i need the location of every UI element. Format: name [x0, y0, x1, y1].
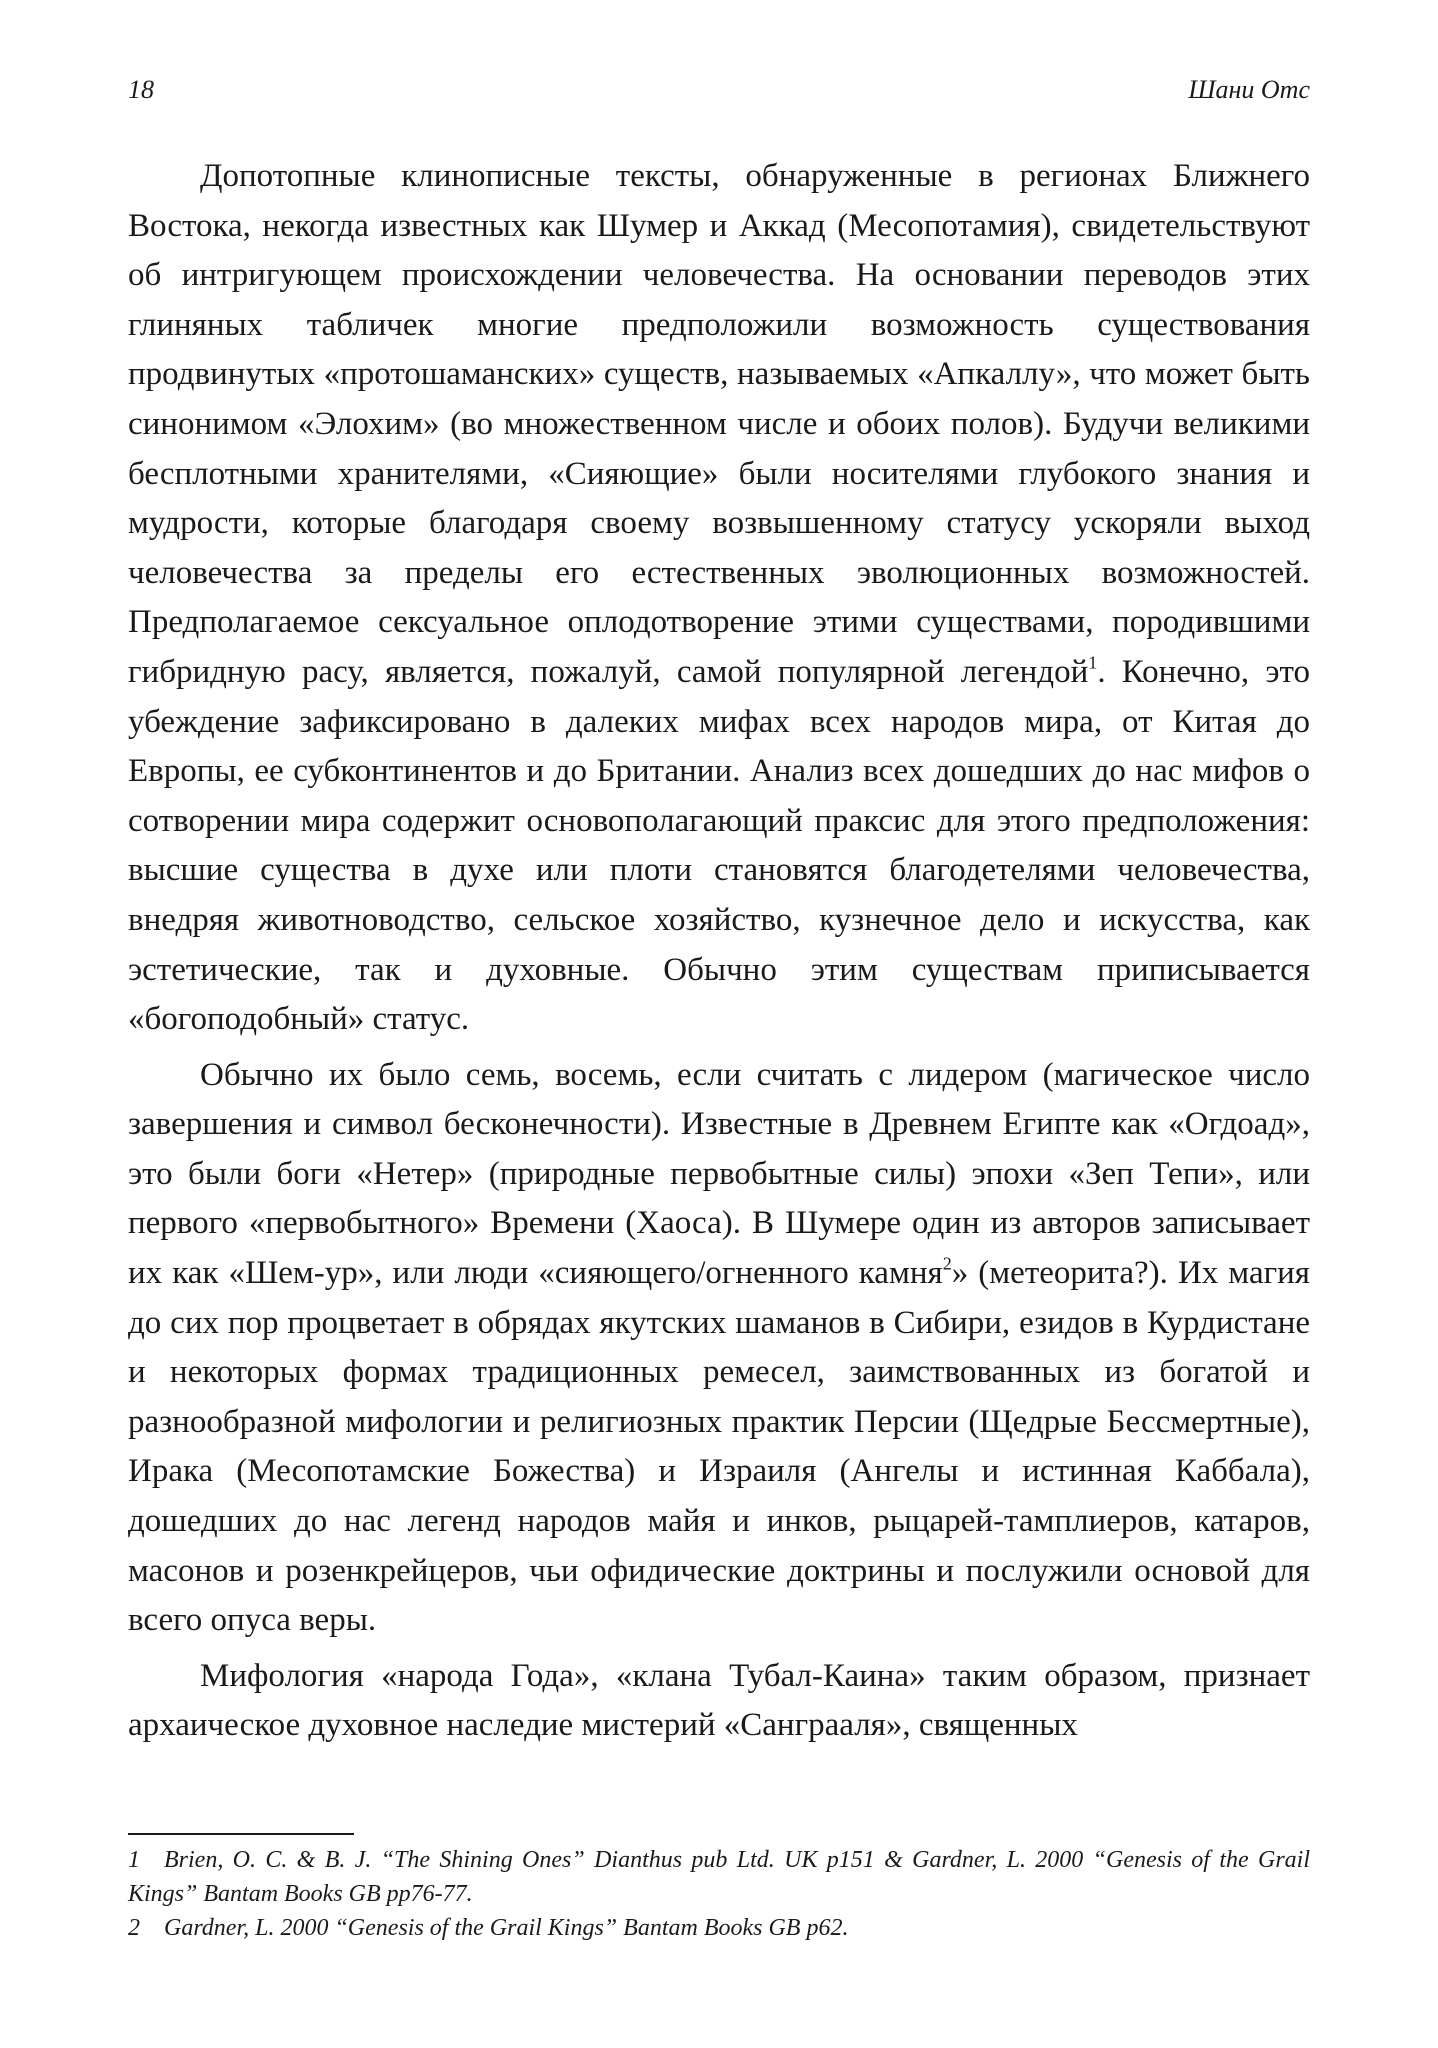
footnote-1	[128, 1843, 1310, 1911]
footnote-number: 1	[128, 1847, 140, 1873]
paragraph-1-text-a: Допотопные клинописные тексты, обнаруженные в регионах Ближнего Востока, некогда известных как Шумер и Аккад (Месопотамия), свидетельствуют об интригующем происхождении человечества. На основании переводов этих глиняных табличек многие предположили возможность существования продвинутых «протошаманских» существ, называемых «Апкаллу», что может быть синонимом «Элохим» (во множественном числе и обоих полов). Будучи великими бесплотными хранителями, «Сияющие» были носителями глубокого знания и мудрости, которые благодаря своему возвышенному статусу ускоряли выход человечества за пределы его естественных эволюционных возможностей. Предполагаемое сексуальное оплодотворение этими существами, породившими гибридную расу, является, пожалуй, самой популярной легендой	[128, 158, 1310, 690]
footnotes	[128, 1843, 1310, 1945]
paragraph-1	[128, 152, 1310, 1045]
footnote-number: 2	[128, 1915, 140, 1941]
paragraph-1-text-b: . Конечно, это убеждение зафиксировано в далеких мифах всех народов мира, от Китая до Европы, ее субконтинентов и до Британии. Анализ всех дошедших до нас мифов о сотворении мира содержит основополагающий праксис для этого предположения: высшие существа в духе или плоти становятся благодетелями человечества, внедряя животноводство, сельское хозяйство, кузнечное дело и искусства, как эстетические, так и духовные. Обычно этим существам приписывается «богоподобный» статус.	[128, 653, 1310, 1038]
running-head-author: Шани Отс	[1188, 75, 1310, 104]
paragraph-3: Мифология «народа Года», «клана Тубал-Каина» таким образом, признает архаическое духовное наследие мистерий «Санграаля», священных	[128, 1657, 1310, 1744]
page-number: 18	[128, 75, 154, 104]
footnote-divider	[128, 1833, 354, 1835]
footnote-text: Gardner, L. 2000 “Genesis of the Grail Kings” Bantam Books GB p62.	[164, 1915, 849, 1941]
paragraph-2-text-b: » (метеорита?). Их магия до сих пор процветает в обрядах якутских шаманов в Сибири, езидов в Курдистане и некоторых формах традиционных ремесел, заимствованных из богатой и разнообразной мифологии и религиозных практик Персии (Щедрые Бессмертные), Ирака (Месопотамские Божества) и Израиля (Ангелы и истинная Каббала), дошедших до нас легенд народов майя и инков, рыцарей-тамплиеров, катаров, масонов и розенкрейцеров, чьи офидические доктрины и послужили основой для всего опуса веры.	[128, 1255, 1310, 1639]
footnote-ref-2[interactable]: 2	[942, 1253, 952, 1274]
footnote-2	[128, 1911, 1310, 1945]
footnote-ref-1[interactable]: 1	[1088, 652, 1098, 673]
body-text	[128, 152, 1310, 1751]
paragraph-2-text-a: Обычно их было семь, восемь, если считать с лидером (магическое число завершения и символ бесконечности). Известные в Древнем Египте как «Огдоад», это были боги «Нетер» (природные первобытные силы) эпохи «Зеп Тепи», или первого «первобытного» Времени (Хаоса). В Шумере один из авторов записывает их как «Шем-ур», или люди «сияющего/огненного камня	[128, 1056, 1310, 1292]
paragraph-2	[128, 1051, 1310, 1646]
footnote-text: Brien, O. C. & B. J. “The Shining Ones” Dianthus pub Ltd. UK p151 & Gardner, L. 2000 “Genesis of the Grail Kings” Bantam Books GB pp76-77.	[128, 1847, 1310, 1907]
running-head	[128, 70, 1310, 110]
